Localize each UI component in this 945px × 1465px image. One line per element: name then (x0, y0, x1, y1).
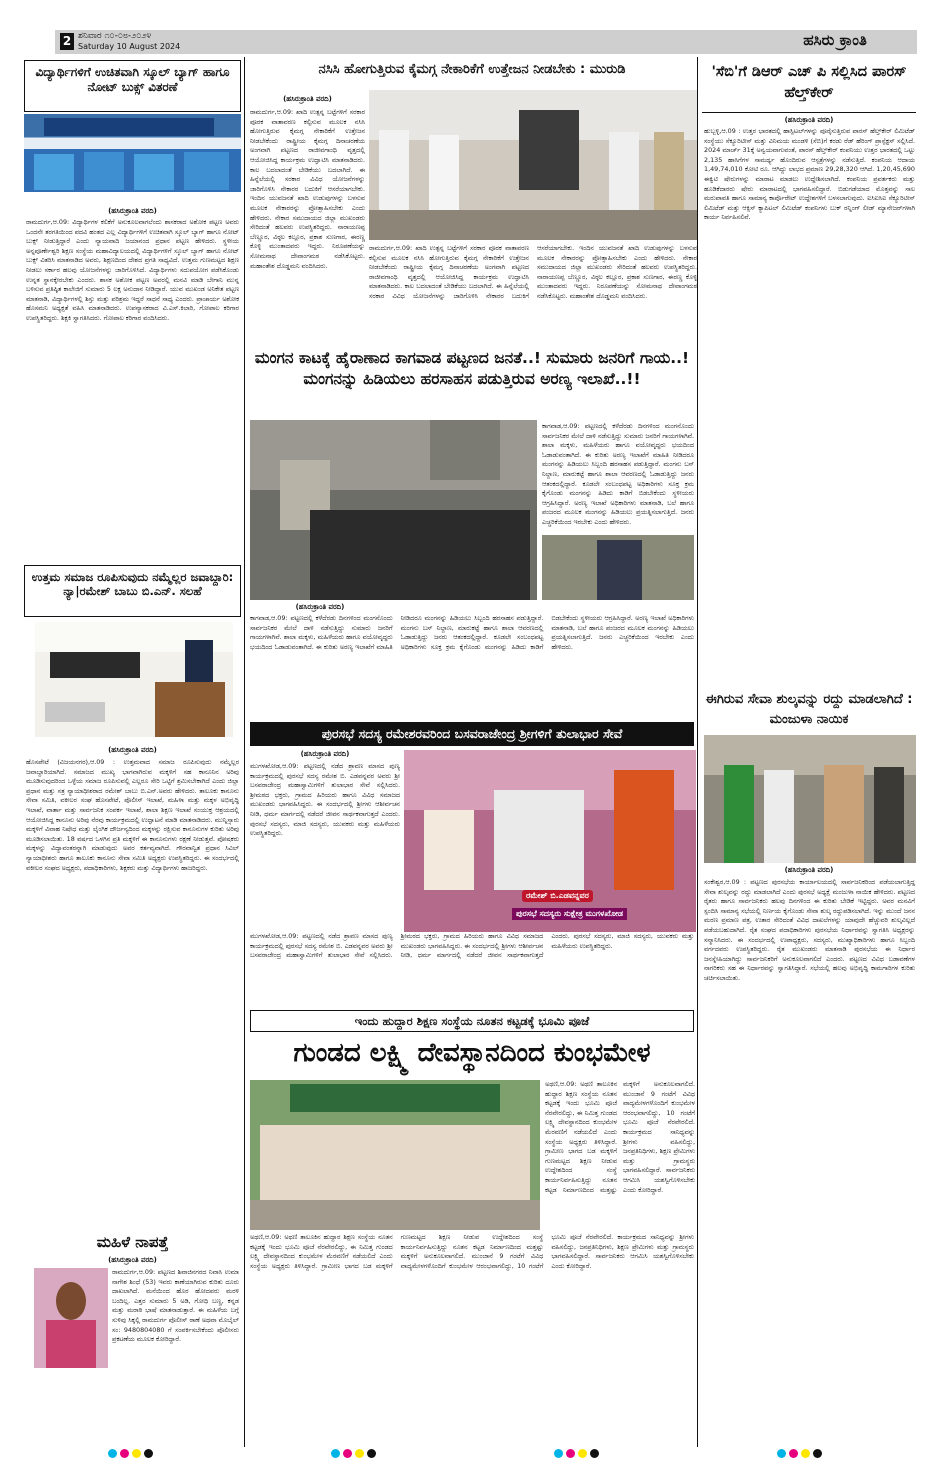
photo-monkey (250, 420, 537, 600)
registration-dot (331, 1449, 340, 1458)
masthead-logo: ಹಸಿರು ಕ್ರಾಂತಿ (803, 31, 867, 49)
article-body-sebi: ಹುಬ್ಬಳ್ಳಿ,ಆ.09 : ಉತ್ತರ ಭಾರತದಲ್ಲಿ ಹಾಸ್ಪಿಟಲ್‌ಗಳನ್ನು ಪೂರೈಸುತ್ತಿರುವ ಪಾರಸ್ ಹೆಲ್ತ್‌ಕೇರ್ ಲಿಮಿಟೆಡ್ ಸಂಸ್ಥೆಯು ಸೆಕ್ಯೂರಿಟೀಸ್ ಮತ್ತು ವಿನಿಮಯ ಮಂಡಳಿ (ಸೆಬಿ)ಗೆ ಕರಡು ರೆಡ್ ಹೆರಿಂಗ್ ಪ್ರಾಸ್ಪೆಕ್ಟಸ್ ಸಲ್ಲಿಸಿದೆ. 2024 ಮಾರ್ಚ್ 31ಕ್ಕೆ ಅನ್ವಯವಾಗುವಂತೆ, ಪಾರಸ್ ಹೆಲ್ತ್‌ಕೇರ್ ಕಂಪನಿಯು ಉತ್ತರ ಭಾರತದಲ್ಲಿ ಒಟ್ಟು 2,135 ಹಾಸಿಗೆಗಳ ಸಾಮರ್ಥ್ಯ ಹೊಂದಿರುವ ಆಸ್ಪತ್ರೆಗಳನ್ನು ನಡೆಸುತ್ತಿದೆ. ಕಂಪನಿಯ ಆದಾಯ 1,49,74,010 ಕೋಟಿ ರೂ. ಆಗಿದ್ದು ಲಾಭದ ಪ್ರಮಾಣ 29,28,320 ಆಗಿದೆ. 1,20,45,690 ಈಕ್ವಿಟಿ ಷೇರುಗಳನ್ನು ಮಾರಾಟ ಮಾಡಲು ಉದ್ದೇಶಿಸಲಾಗಿದೆ. ಕಂಪನಿಯ ಪ್ರವರ್ತಕರು ಮತ್ತು ಹೂಡಿಕೆದಾರರು ಷೇರು ಮಾರಾಟದಲ್ಲಿ ಭಾಗವಹಿಸಲಿದ್ದಾರೆ. ಬಿಡುಗಡೆಯಾದ ಮೊತ್ತವನ್ನು ಸಾಲ ಮರುಪಾವತಿ ಹಾಗೂ ಸಾಮಾನ್ಯ ಕಾರ್ಪೊರೇಟ್ ಉದ್ದೇಶಗಳಿಗೆ ಬಳಸಲಾಗುವುದು. ಐಸಿಐಸಿಐ ಸೆಕ್ಯೂರಿಟೀಸ್ ಲಿಮಿಟೆಡ್ ಮತ್ತು ಆಕ್ಸಿಸ್ ಕ್ಯಾಪಿಟಲ್ ಲಿಮಿಟೆಡ್ ಕಂಪನಿಗಳು ಬುಕ್ ರನ್ನಿಂಗ್ ಲೀಡ್ ಮ್ಯಾನೇಜರ್‌ಗಳಾಗಿ ಕಾರ್ಯ ನಿರ್ವಹಿಸಲಿವೆ. (704, 127, 915, 222)
byline: (ಹಸಿರುಕ್ರಾಂತಿ ವರದಿ) (108, 1256, 157, 1264)
kicker-school: ಇಂದು ಹುದ್ದಾರ ಶಿಕ್ಷಣ ಸಂಸ್ಥೆಯ ನೂತನ ಕಟ್ಟಡಕ್ಕೆ ಭೂಮಿ ಪೂಜೆ (250, 1010, 694, 1032)
byline: (ಹಸಿರುಕ್ರಾಂತಿ ವರದಿ) (108, 746, 157, 754)
column-divider (697, 57, 698, 1447)
article-body-monkey-1: ಕಾಗವಾಡ,ಆ.09: ಪಟ್ಟಣದಲ್ಲಿ ಕಳೆದೆರಡು ದಿನಗಳಿಂದ ಮಂಗನೊಂದು ಸಾರ್ವಜನಿಕರ ಮೇಲೆ ದಾಳಿ ನಡೆಸುತ್ತಿದ್ದು ಸುಮಾರು ಜನರಿಗೆ ಗಾಯಗಳಾಗಿವೆ. ಶಾಲಾ ಮಕ್ಕಳು, ಮಹಿಳೆಯರು ಹಾಗೂ ವಯೋವೃದ್ಧರು ಭಯದಿಂದ ಓಡಾಡುವಂತಾಗಿದೆ. ಈ ಕುರಿತು ಅರಣ್ಯ ಇಲಾಖೆಗೆ ಮಾಹಿತಿ ನೀಡಿದರೂ ಮಂಗನನ್ನು ಹಿಡಿಯಲು ಸಿಬ್ಬಂದಿ ಹರಸಾಹಸ ಪಡುತ್ತಿದ್ದಾರೆ. ಮಂಗನು ಬಸ್ ನಿಲ್ದಾಣ, ಮಾರುಕಟ್ಟೆ ಹಾಗೂ ಶಾಲಾ ಆವರಣದಲ್ಲಿ ಓಡಾಡುತ್ತಿದ್ದು ಜನರು ಆತಂಕದಲ್ಲಿದ್ದಾರೆ. ಕೂಡಲೇ ಸಂಬಂಧಪಟ್ಟ ಅಧಿಕಾರಿಗಳು ಸೂಕ್ತ ಕ್ರಮ ಕೈಗೊಂಡು ಮಂಗನನ್ನು ಹಿಡಿದು ಕಾಡಿಗೆ ಬಿಡಬೇಕೆಂದು ಸ್ಥಳೀಯರು ಆಗ್ರಹಿಸಿದ್ದಾರೆ. ಅರಣ್ಯ ಇಲಾಖೆ ಅಧಿಕಾರಿಗಳು ಮಾತನಾಡಿ, ಬಲೆ ಹಾಗೂ ಪಂಜರದ ಮೂಲಕ ಮಂಗನನ್ನು ಹಿಡಿಯಲು ಪ್ರಯತ್ನಿಸಲಾಗುತ್ತಿದೆ. ಜನರು ಎಚ್ಚರಿಕೆಯಿಂದ ಇರಬೇಕು ಎಂದು ಹೇಳಿದರು. (542, 422, 694, 526)
headline-monkey: ಮಂಗನ ಕಾಟಕ್ಕೆ ಹೈರಾಣಾದ ಕಾಗವಾಡ ಪಟ್ಟಣದ ಜನತೆ..! ಸುಮಾರು ಜನರಿಗೆ ಗಾಯ..! ಮಂಗನನ್ನು ಹಿಡಿಯಲು ಹರಸಾಹಸ ಪಡುತ್ತಿರುವ ಅರಣ್ಯ ಇಲಾಖೆ..!! (254, 349, 690, 388)
byline: (ಹಸಿರುಕ್ರಾಂತಿ ವರದಿ) (784, 866, 834, 874)
article-body-service-fee: ಸಂಕೇಶ್ವರ,ಆ.09 : ಪಟ್ಟಣದ ಪುರಸಭೆಯ ಕಾರ್ಯಾಲಯದಲ್ಲಿ ಸಾರ್ವಜನಿಕರಿಂದ ಪಡೆಯಲಾಗುತ್ತಿದ್ದ ಸೇವಾ ಶುಲ್ಕವನ್ನು ರದ್ದು ಮಾಡಲಾಗಿದೆ ಎಂದು ಪುರಸಭೆ ಅಧ್ಯಕ್ಷೆ ಮಂಜುಳಾ ನಾಯಿಕ ಹೇಳಿದರು. ಪಟ್ಟಣದ ರೈತರು ಹಾಗೂ ಸಾರ್ವಜನಿಕರು ಹಲವು ದಿನಗಳಿಂದ ಈ ಕುರಿತು ಬೇಡಿಕೆ ಇಟ್ಟಿದ್ದರು. ಅವರ ಮನವಿಗೆ ಸ್ಪಂದಿಸಿ ಸಾಮಾನ್ಯ ಸಭೆಯಲ್ಲಿ ನಿರ್ಣಯ ಕೈಗೊಂಡು ಸೇವಾ ಶುಲ್ಕ ರದ್ದುಪಡಿಸಲಾಗಿದೆ. ಇನ್ನು ಮುಂದೆ ಜನನ ಮರಣ ಪ್ರಮಾಣ ಪತ್ರ, ಉತಾರ ಸೇರಿದಂತೆ ವಿವಿಧ ದಾಖಲೆಗಳನ್ನು ಯಾವುದೇ ಹೆಚ್ಚುವರಿ ಶುಲ್ಕವಿಲ್ಲದೆ ಪಡೆಯಬಹುದಾಗಿದೆ. ರೈತ ಸಂಘದ ಪದಾಧಿಕಾರಿಗಳು ಪುರಸಭೆಯ ನಿರ್ಧಾರವನ್ನು ಸ್ವಾಗತಿಸಿ ಅಧ್ಯಕ್ಷರನ್ನು ಸನ್ಮಾನಿಸಿದರು. ಈ ಸಂದರ್ಭದಲ್ಲಿ ಉಪಾಧ್ಯಕ್ಷರು, ಸದಸ್ಯರು, ಮುಖ್ಯಾಧಿಕಾರಿಗಳು ಹಾಗೂ ಸಿಬ್ಬಂದಿ ವರ್ಗದವರು ಉಪಸ್ಥಿತರಿದ್ದರು. ರೈತ ಮುಖಂಡರು ಮಾತನಾಡಿ ಪುರಸಭೆಯ ಈ ನಿರ್ಧಾರ ಜನಸ್ನೇಹಿಯಾಗಿದ್ದು ಸಾರ್ವಜನಿಕರಿಗೆ ಅನುಕೂಲವಾಗಲಿದೆ ಎಂದರು. ಪಟ್ಟಣದ ವಿವಿಧ ಬಡಾವಣೆಗಳ ನಾಗರಿಕರು ಸಹ ಈ ನಿರ್ಧಾರವನ್ನು ಸ್ವಾಗತಿಸಿದ್ದಾರೆ. ಸಭೆಯಲ್ಲಿ ಹಲವು ಅಭಿವೃದ್ಧಿ ಕಾಮಗಾರಿಗಳ ಕುರಿತು ಚರ್ಚಿಸಲಾಯಿತು. (704, 878, 915, 982)
registration-dot (554, 1449, 563, 1458)
registration-dot (120, 1449, 129, 1458)
byline: (ಹಸಿರುಕ್ರಾಂತಿ ವರದಿ) (300, 750, 350, 758)
divider (702, 112, 916, 113)
headline-judge: ಉತ್ತಮ ಸಮಾಜ ರೂಪಿಸುವುದು ನಮ್ಮೆಲ್ಲರ ಜವಾಬ್ದಾರಿ: ನ್ಯಾ|ರಮೇಶ್ ಬಾಬು ಬಿ.ಎನ್. ಸಲಹೆ (24, 565, 241, 617)
article-body-monkey-2: ಕಾಗವಾಡ,ಆ.09: ಪಟ್ಟಣದಲ್ಲಿ ಕಳೆದೆರಡು ದಿನಗಳಿಂದ ಮಂಗನೊಂದು ಸಾರ್ವಜನಿಕರ ಮೇಲೆ ದಾಳಿ ನಡೆಸುತ್ತಿದ್ದು ಸುಮಾರು ಜನರಿಗೆ ಗಾಯಗಳಾಗಿವೆ. ಶಾಲಾ ಮಕ್ಕಳು, ಮಹಿಳೆಯರು ಹಾಗೂ ವಯೋವೃದ್ಧರು ಭಯದಿಂದ ಓಡಾಡುವಂತಾಗಿದೆ. ಈ ಕುರಿತು ಅರಣ್ಯ ಇಲಾಖೆಗೆ ಮಾಹಿತಿ ನೀಡಿದರೂ ಮಂಗನನ್ನು ಹಿಡಿಯಲು ಸಿಬ್ಬಂದಿ ಹರಸಾಹಸ ಪಡುತ್ತಿದ್ದಾರೆ. ಮಂಗನು ಬಸ್ ನಿಲ್ದಾಣ, ಮಾರುಕಟ್ಟೆ ಹಾಗೂ ಶಾಲಾ ಆವರಣದಲ್ಲಿ ಓಡಾಡುತ್ತಿದ್ದು ಜನರು ಆತಂಕದಲ್ಲಿದ್ದಾರೆ. ಕೂಡಲೇ ಸಂಬಂಧಪಟ್ಟ ಅಧಿಕಾರಿಗಳು ಸೂಕ್ತ ಕ್ರಮ ಕೈಗೊಂಡು ಮಂಗನನ್ನು ಹಿಡಿದು ಕಾಡಿಗೆ ಬಿಡಬೇಕೆಂದು ಸ್ಥಳೀಯರು ಆಗ್ರಹಿಸಿದ್ದಾರೆ. ಅರಣ್ಯ ಇಲಾಖೆ ಅಧಿಕಾರಿಗಳು ಮಾತನಾಡಿ, ಬಲೆ ಹಾಗೂ ಪಂಜರದ ಮೂಲಕ ಮಂಗನನ್ನು ಹಿಡಿಯಲು ಪ್ರಯತ್ನಿಸಲಾಗುತ್ತಿದೆ. ಜನರು ಎಚ್ಚರಿಕೆಯಿಂದ ಇರಬೇಕು ಎಂದು ಹೇಳಿದರು. (250, 614, 694, 651)
headline-service-fee: ಈಗಿರುವ ಸೇವಾ ಶುಲ್ಕವನ್ನು ರದ್ದು ಮಾಡಲಾಗಿದೆ : ಮಂಜುಳಾ ನಾಯಿಕ (705, 692, 913, 727)
registration-dot (578, 1449, 587, 1458)
photo-caption-role: ಪುರಸಭೆ ಸದಸ್ಯರು ಸುಕ್ಷೇತ್ರ ಮುಗಳಖೋಡ (512, 908, 627, 920)
registration-dot (566, 1449, 575, 1458)
registration-dot (813, 1449, 822, 1458)
photo-forest-officer (542, 535, 694, 600)
registration-dot (590, 1449, 599, 1458)
registration-dot (144, 1449, 153, 1458)
date-kannada: ಶನಿವಾರ ೧೦-೦೮-೨೦೨೪ (78, 31, 152, 41)
photo-caption-name: ರಮೇಶ್ ಬಿ.ಎಡವನ್ನವರ (522, 890, 593, 902)
registration-dot (355, 1449, 364, 1458)
headline-tulabhara: ಪುರಸಭೆ ಸದಸ್ಯ ರಮೇಶರವರಿಂದ ಬಸವರಾಜೇಂದ್ರ ಶ್ರೀಗಳಿಗೆ ತುಲಾಭಾರ ಸೇವೆ (250, 722, 694, 746)
byline: (ಹಸಿರುಕ್ರಾಂತಿ ವರದಿ) (108, 207, 157, 215)
registration-dot (343, 1449, 352, 1458)
article-body-handloom-2: ರಾಮದುರ್ಗ,ಆ.09: ಖಾದಿ ಉತ್ಪನ್ನ ಬಟ್ಟೆಗಳಿಗೆ ಸರಕಾರ ಪೂರಕ ವಾತಾವರಣ ಕಲ್ಪಿಸುವ ಮೂಲಕ ನಸಿಸಿ ಹೋಗುತ್ತಿರುವ ಕೈಮಗ್ಗ ನೇಕಾರಿಕೆಗೆ ಉತ್ತೇಜನ ನೀಡಬೇಕೆಂದು ರಾಷ್ಟ್ರೀಯ ಕೈಮಗ್ಗ ದಿನಾಚರಣೆಯ ಅಂಗವಾಗಿ ಪಟ್ಟಣದ ರಾಜೀವಗಾಂಧಿ ವೃತ್ತದಲ್ಲಿ ಆಯೋಜಿಸಿದ್ದ ಕಾರ್ಯಕ್ರಮ ಉದ್ಘಾಟಿಸಿ ಮಾತನಾಡಿದರು. ಕಾಲ ಬದಲಾದಂತೆ ಬೇಡಿಕೆಯು ಬದಲಾಗಿದೆ. ಈ ಹಿನ್ನೆಲೆಯಲ್ಲಿ ಸರಕಾರ ವಿವಿಧ ಯೋಜನೆಗಳನ್ನು ಜಾರಿಗೊಳಿಸಿ ನೇಕಾರರ ಬದುಕಿಗೆ ಆಸರೆಯಾಗಬೇಕು. ಇಂದಿನ ಯುವಜನತೆ ಖಾದಿ ಉಡುಪುಗಳನ್ನು ಬಳಸುವ ಮೂಲಕ ನೇಕಾರರನ್ನು ಪ್ರೋತ್ಸಾಹಿಸಬೇಕು ಎಂದು ಹೇಳಿದರು. ನೇಕಾರ ಸಮುದಾಯದ ಜಿಲ್ಲಾ ಮುಖಂಡರು ಸೇರಿದಂತೆ ಹಲವರು ಉಪಸ್ಥಿತರಿದ್ದರು. ನಾರಾಯಣಪ್ಪ ಬೆಣ್ಣೂರ, ವಿಠ್ಠಲ ಕಲ್ಲೂರ, ಪ್ರಕಾಶ ಸುಣಗಾರ, ಈರಣ್ಣ ಕೊಳ್ಳಿ ಮುಂತಾದವರು ಇದ್ದರು. ನಿರೂಪಣೆಯನ್ನು ಸೋಮನಾಥ ದೇವಾಂಗಮಠ ನಡೆಸಿಕೊಟ್ಟರು. ಮಹಾಂತೇಶ ದೊಡ್ಡಮನಿ ವಂದಿಸಿದರು. (369, 244, 697, 300)
byline: (ಹಸಿರುಕ್ರಾಂತಿ ವರದಿ) (784, 116, 834, 124)
article-body-missing: ರಾಮದುರ್ಗ,ಆ.09: ಪಟ್ಟಣದ ಶಿವಾಜಿನಗರದ ನಿವಾಸಿ ಉಮಾ ನಾಗೇಶ ಶಿಂಧೆ (53) ಇವರು ಕಾಣೆಯಾಗಿರುವ ಕುರಿತು ದೂರು ದಾಖಲಾಗಿದೆ. ಮನೆಯಿಂದ ಹೊರ ಹೋದವರು ಮರಳಿ ಬಂದಿಲ್ಲ. ಎತ್ತರ ಸುಮಾರು 5 ಅಡಿ, ಗೋಧಿ ಬಣ್ಣ, ಕನ್ನಡ ಮತ್ತು ಮರಾಠಿ ಭಾಷೆ ಮಾತನಾಡುತ್ತಾರೆ. ಈ ಮಹಿಳೆಯ ಬಗ್ಗೆ ಸುಳಿವು ಸಿಕ್ಕಲ್ಲಿ ರಾಮದುರ್ಗ ಪೊಲೀಸ್ ಠಾಣೆ ಅಥವಾ ಮೊಬೈಲ್ ಸಂ: 9480804080 ಗೆ ಸಂಪರ್ಕಿಸಬೇಕೆಂದು ಪೊಲೀಸರು ಪ್ರಕಟಣೆಯ ಮೂಲಕ ಕೋರಿದ್ದಾರೆ. (112, 1268, 239, 1344)
article-body-tulabhara-1: ಮುಗಳಖೋಡ,ಆ.09: ಪಟ್ಟಣದಲ್ಲಿ ನಡೆದ ಶ್ರಾವಣ ಮಾಸದ ಪುಣ್ಯ ಕಾರ್ಯಕ್ರಮದಲ್ಲಿ ಪುರಸಭೆ ಸದಸ್ಯ ರಮೇಶ ಬಿ. ಎಡವನ್ನವರ ಅವರು ಶ್ರೀ ಬಸವರಾಜೇಂದ್ರ ಮಹಾಸ್ವಾಮಿಗಳಿಗೆ ತುಲಾಭಾರ ಸೇವೆ ಸಲ್ಲಿಸಿದರು. ಶ್ರೀಮಠದ ಭಕ್ತರು, ಗ್ರಾಮದ ಹಿರಿಯರು ಹಾಗೂ ವಿವಿಧ ಸಮಾಜದ ಮುಖಂಡರು ಭಾಗವಹಿಸಿದ್ದರು. ಈ ಸಂದರ್ಭದಲ್ಲಿ ಶ್ರೀಗಳು ಆಶೀರ್ವಚನ ನೀಡಿ, ಧರ್ಮ ಮಾರ್ಗದಲ್ಲಿ ನಡೆದರೆ ಜೀವನ ಸಾರ್ಥಕವಾಗುತ್ತದೆ ಎಂದರು. ಪುರಸಭೆ ಸದಸ್ಯರು, ಮಾಜಿ ಸದಸ್ಯರು, ಯುವಕರು ಮತ್ತು ಮಹಿಳೆಯರು ಉಪಸ್ಥಿತರಿದ್ದರು. (250, 762, 400, 838)
headline-sebi: 'ಸೆಬಿ'ಗೆ ಡಿಆರ್ ಎಚ್ ಪಿ ಸಲ್ಲಿಸಿದ ಪಾರಸ್ ಹೆಲ್ತ್‌ಕೇರ್ (711, 64, 907, 102)
registration-dot (132, 1449, 141, 1458)
registration-dot (789, 1449, 798, 1458)
photo-service-fee (704, 735, 916, 863)
article-body-school-1: ಅಥಣಿ,ಆ.09: ಅಥಣಿ ತಾಲೂಕಿನ ಹುದ್ದಾರ ಶಿಕ್ಷಣ ಸಂಸ್ಥೆಯ ನೂತನ ಕಟ್ಟಡಕ್ಕೆ ಇಂದು ಭೂಮಿ ಪೂಜೆ ನೆರವೇರಲಿದ್ದು, ಈ ನಿಮಿತ್ತ ಗುಂಡದ ಲಕ್ಷ್ಮಿ ದೇವಸ್ಥಾನದಿಂದ ಕುಂಭಮೇಳ ಮೆರವಣಿಗೆ ನಡೆಯಲಿದೆ ಎಂದು ಸಂಸ್ಥೆಯ ಅಧ್ಯಕ್ಷರು ತಿಳಿಸಿದ್ದಾರೆ. ಗ್ರಾಮೀಣ ಭಾಗದ ಬಡ ಮಕ್ಕಳಿಗೆ ಗುಣಮಟ್ಟದ ಶಿಕ್ಷಣ ನೀಡುವ ಉದ್ದೇಶದಿಂದ ಸಂಸ್ಥೆ ಕಾರ್ಯನಿರ್ವಹಿಸುತ್ತಿದ್ದು ನೂತನ ಕಟ್ಟಡ ನಿರ್ಮಾಣದಿಂದ ಮತ್ತಷ್ಟು ಮಕ್ಕಳಿಗೆ ಅನುಕೂಲವಾಗಲಿದೆ. ಮುಂಜಾನೆ 9 ಗಂಟೆಗೆ ವಿವಿಧ ವಾದ್ಯಮೇಳಗಳೊಂದಿಗೆ ಕುಂಭಮೇಳ ಆರಂಭವಾಗಲಿದ್ದು, 10 ಗಂಟೆಗೆ ಭೂಮಿ ಪೂಜೆ ನೆರವೇರಲಿದೆ. ಕಾರ್ಯಕ್ರಮದ ಸಾನಿಧ್ಯವನ್ನು ಶ್ರೀಗಳು ವಹಿಸಲಿದ್ದು, ಜನಪ್ರತಿನಿಧಿಗಳು, ಶಿಕ್ಷಣ ಪ್ರೇಮಿಗಳು ಮತ್ತು ಗ್ರಾಮಸ್ಥರು ಭಾಗವಹಿಸಲಿದ್ದಾರೆ. ಸಾರ್ವಜನಿಕರು ಆಗಮಿಸಿ ಯಶಸ್ವಿಗೊಳಿಸಬೇಕು ಎಂದು ಕೋರಿದ್ದಾರೆ. (545, 1080, 695, 1194)
article-body-school-2: ಅಥಣಿ,ಆ.09: ಅಥಣಿ ತಾಲೂಕಿನ ಹುದ್ದಾರ ಶಿಕ್ಷಣ ಸಂಸ್ಥೆಯ ನೂತನ ಕಟ್ಟಡಕ್ಕೆ ಇಂದು ಭೂಮಿ ಪೂಜೆ ನೆರವೇರಲಿದ್ದು, ಈ ನಿಮಿತ್ತ ಗುಂಡದ ಲಕ್ಷ್ಮಿ ದೇವಸ್ಥಾನದಿಂದ ಕುಂಭಮೇಳ ಮೆರವಣಿಗೆ ನಡೆಯಲಿದೆ ಎಂದು ಸಂಸ್ಥೆಯ ಅಧ್ಯಕ್ಷರು ತಿಳಿಸಿದ್ದಾರೆ. ಗ್ರಾಮೀಣ ಭಾಗದ ಬಡ ಮಕ್ಕಳಿಗೆ ಗುಣಮಟ್ಟದ ಶಿಕ್ಷಣ ನೀಡುವ ಉದ್ದೇಶದಿಂದ ಸಂಸ್ಥೆ ಕಾರ್ಯನಿರ್ವಹಿಸುತ್ತಿದ್ದು ನೂತನ ಕಟ್ಟಡ ನಿರ್ಮಾಣದಿಂದ ಮತ್ತಷ್ಟು ಮಕ್ಕಳಿಗೆ ಅನುಕೂಲವಾಗಲಿದೆ. ಮುಂಜಾನೆ 9 ಗಂಟೆಗೆ ವಿವಿಧ ವಾದ್ಯಮೇಳಗಳೊಂದಿಗೆ ಕುಂಭಮೇಳ ಆರಂಭವಾಗಲಿದ್ದು, 10 ಗಂಟೆಗೆ ಭೂಮಿ ಪೂಜೆ ನೆರವೇರಲಿದೆ. ಕಾರ್ಯಕ್ರಮದ ಸಾನಿಧ್ಯವನ್ನು ಶ್ರೀಗಳು ವಹಿಸಲಿದ್ದು, ಜನಪ್ರತಿನಿಧಿಗಳು, ಶಿಕ್ಷಣ ಪ್ರೇಮಿಗಳು ಮತ್ತು ಗ್ರಾಮಸ್ಥರು ಭಾಗವಹಿಸಲಿದ್ದಾರೆ. ಸಾರ್ವಜನಿಕರು ಆಗಮಿಸಿ ಯಶಸ್ವಿಗೊಳಿಸಬೇಕು ಎಂದು ಕೋರಿದ್ದಾರೆ. (250, 1233, 694, 1270)
photo-judge-speech (35, 622, 233, 737)
photo-missing-woman (34, 1268, 108, 1368)
headline-missing-woman: ಮಹಿಳೆ ನಾಪತ್ತೆ (96, 1233, 169, 1251)
headline-school: ಗುಂಡದ ಲಕ್ಷ್ಮಿ ದೇವಸ್ಥಾನದಿಂದ ಕುಂಭಮೇಳ (293, 1038, 651, 1068)
photo-handloom-event (369, 90, 697, 240)
article-body-tulabhara-2: ಮುಗಳಖೋಡ,ಆ.09: ಪಟ್ಟಣದಲ್ಲಿ ನಡೆದ ಶ್ರಾವಣ ಮಾಸದ ಪುಣ್ಯ ಕಾರ್ಯಕ್ರಮದಲ್ಲಿ ಪುರಸಭೆ ಸದಸ್ಯ ರಮೇಶ ಬಿ. ಎಡವನ್ನವರ ಅವರು ಶ್ರೀ ಬಸವರಾಜೇಂದ್ರ ಮಹಾಸ್ವಾಮಿಗಳಿಗೆ ತುಲಾಭಾರ ಸೇವೆ ಸಲ್ಲಿಸಿದರು. ಶ್ರೀಮಠದ ಭಕ್ತರು, ಗ್ರಾಮದ ಹಿರಿಯರು ಹಾಗೂ ವಿವಿಧ ಸಮಾಜದ ಮುಖಂಡರು ಭಾಗವಹಿಸಿದ್ದರು. ಈ ಸಂದರ್ಭದಲ್ಲಿ ಶ್ರೀಗಳು ಆಶೀರ್ವಚನ ನೀಡಿ, ಧರ್ಮ ಮಾರ್ಗದಲ್ಲಿ ನಡೆದರೆ ಜೀವನ ಸಾರ್ಥಕವಾಗುತ್ತದೆ ಎಂದರು. ಪುರಸಭೆ ಸದಸ್ಯರು, ಮಾಜಿ ಸದಸ್ಯರು, ಯುವಕರು ಮತ್ತು ಮಹಿಳೆಯರು ಉಪಸ್ಥಿತರಿದ್ದರು. (250, 932, 694, 960)
date-english: Saturday 10 August 2024 (78, 42, 181, 51)
article-body-notebooks: ರಾಮದುರ್ಗ,ಆ.09: ವಿದ್ಯಾರ್ಥಿಗಳ ಕಲಿಕೆಗೆ ಅನುಕೂಲವಾಗಲೆಂದು ಶಾಸಕರಾದ ಅಶೋಕ ಪಟ್ಟಣ ಅವರು ಒಂದನೇ ತರಗತಿಯಿಂದ ಪದವಿ ಹಂತದ ಎಲ್ಲ ವಿದ್ಯಾರ್ಥಿಗಳಿಗೆ ಉಚಿತವಾಗಿ ಸ್ಕೂಲ್ ಬ್ಯಾಗ್ ಹಾಗೂ ನೋಟ್ ಬುಕ್ಸ್ ನೀಡುತ್ತಿದ್ದಾರೆ ಎಂದು ನ್ಯಾಯವಾದಿ ಜಯಾನಂದ ಪ್ರಧಾನ ಪಟ್ಟಣ ಹೇಳಿದರು. ಸ್ಥಳೀಯ ಅನ್ನಪೂರ್ಣೇಶ್ವರಿ ಶಿಕ್ಷಣ ಸಂಸ್ಥೆಯ ಮಹಾವಿದ್ಯಾಲಯದಲ್ಲಿ ವಿದ್ಯಾರ್ಥಿಗಳಿಗೆ ಸ್ಕೂಲ್ ಬ್ಯಾಗ್ ಹಾಗೂ ನೋಟ್ ಬುಕ್ಸ್ ವಿತರಿಸಿ ಮಾತನಾಡಿದ ಅವರು, ಶಿಕ್ಷಣದಿಂದ ದೇಶದ ಪ್ರಗತಿ ಸಾಧ್ಯವಿದೆ. ಉತ್ತಮ ಗುಣಮಟ್ಟದ ಶಿಕ್ಷಣ ನೀಡಲು ಸರ್ಕಾರ ಹಲವು ಯೋಜನೆಗಳನ್ನು ಜಾರಿಗೊಳಿಸಿದೆ. ವಿದ್ಯಾರ್ಥಿಗಳು ಸದುಪಯೋಗ ಪಡೆಸಿಕೊಂಡು ಉನ್ನತ ಸ್ಥಾನಕ್ಕೇರಬೇಕು ಎಂದರು. ಶಾಸಕ ಅಶೋಕ ಪಟ್ಟಣ ಅವರಲ್ಲಿ ಮನವಿ ಮಾಡಿ ಬೇಗಾನಿ ಮುನ್ನ ಬಳಿಸುವ ಪ್ರತಿಷ್ಠಿತ ಕಾಲೇಜಿಗೆ ಸುಮಾರು 5 ಲಕ್ಷ ಅನುದಾನ ನೀಡಿದ್ದಾರೆ. ಯುವ ಮುಖಂಡ ಅನಿಕೇತ ಪಟ್ಟಣ ಮಾತನಾಡಿ, ವಿದ್ಯಾರ್ಥಿಗಳಲ್ಲಿ ಶಿಸ್ತು ಮತ್ತು ಪರಿಶ್ರಮ ಇದ್ದರೆ ಸಾಧನೆ ಸಾಧ್ಯ ಎಂದರು. ಪ್ರಾಚಾರ್ಯ ಅಶೋಕ ಹೊಸಮನಿ ಅಧ್ಯಕ್ಷತೆ ವಹಿಸಿ ಮಾತನಾಡಿದರು. ಉಪನ್ಯಾಸಕರಾದ ವಿ.ಎಸ್.ಕಿಲಾರಿ, ಗೋಪಾಲ ಕರಿಗಾರ ಉಪಸ್ಥಿತರಿದ್ದರು. ಶಿಕ್ಷಕಿ ಸ್ವಾಗತಿಸಿದರು. ಗೋಪಾಲ ಕರಿಗಾರ ವಂದಿಸಿದರು. (26, 218, 239, 322)
registration-dot (777, 1449, 786, 1458)
page-number: 2 (60, 33, 74, 50)
photo-notebook-distribution (24, 114, 241, 192)
registration-dot (108, 1449, 117, 1458)
headline-handloom: ನಸಿಸಿ ಹೋಗುತ್ತಿರುವ ಕೈಮಗ್ಗ ನೇಕಾರಿಕೆಗೆ ಉತ್ತೇಜನ ನೀಡಬೇಕು : ಮುರುಡಿ (318, 62, 626, 77)
headline-notebooks: ವಿದ್ಯಾರ್ಥಿಗಳಿಗೆ ಉಚಿತವಾಗಿ ಸ್ಕೂಲ್ ಬ್ಯಾಗ್ ಹಾಗೂ ನೋಟ್ ಬುಕ್ಸ್ ವಿತರಣೆ (24, 60, 241, 112)
registration-dot (367, 1449, 376, 1458)
column-divider (244, 57, 245, 1447)
byline: (ಹಸಿರುಕ್ರಾಂತಿ ವರದಿ) (283, 95, 332, 103)
article-body-handloom-1: ರಾಮದುರ್ಗ,ಆ.09: ಖಾದಿ ಉತ್ಪನ್ನ ಬಟ್ಟೆಗಳಿಗೆ ಸರಕಾರ ಪೂರಕ ವಾತಾವರಣ ಕಲ್ಪಿಸುವ ಮೂಲಕ ನಸಿಸಿ ಹೋಗುತ್ತಿರುವ ಕೈಮಗ್ಗ ನೇಕಾರಿಕೆಗೆ ಉತ್ತೇಜನ ನೀಡಬೇಕೆಂದು ರಾಷ್ಟ್ರೀಯ ಕೈಮಗ್ಗ ದಿನಾಚರಣೆಯ ಅಂಗವಾಗಿ ಪಟ್ಟಣದ ರಾಜೀವಗಾಂಧಿ ವೃತ್ತದಲ್ಲಿ ಆಯೋಜಿಸಿದ್ದ ಕಾರ್ಯಕ್ರಮ ಉದ್ಘಾಟಿಸಿ ಮಾತನಾಡಿದರು. ಕಾಲ ಬದಲಾದಂತೆ ಬೇಡಿಕೆಯು ಬದಲಾಗಿದೆ. ಈ ಹಿನ್ನೆಲೆಯಲ್ಲಿ ಸರಕಾರ ವಿವಿಧ ಯೋಜನೆಗಳನ್ನು ಜಾರಿಗೊಳಿಸಿ ನೇಕಾರರ ಬದುಕಿಗೆ ಆಸರೆಯಾಗಬೇಕು. ಇಂದಿನ ಯುವಜನತೆ ಖಾದಿ ಉಡುಪುಗಳನ್ನು ಬಳಸುವ ಮೂಲಕ ನೇಕಾರರನ್ನು ಪ್ರೋತ್ಸಾಹಿಸಬೇಕು ಎಂದು ಹೇಳಿದರು. ನೇಕಾರ ಸಮುದಾಯದ ಜಿಲ್ಲಾ ಮುಖಂಡರು ಸೇರಿದಂತೆ ಹಲವರು ಉಪಸ್ಥಿತರಿದ್ದರು. ನಾರಾಯಣಪ್ಪ ಬೆಣ್ಣೂರ, ವಿಠ್ಠಲ ಕಲ್ಲೂರ, ಪ್ರಕಾಶ ಸುಣಗಾರ, ಈರಣ್ಣ ಕೊಳ್ಳಿ ಮುಂತಾದವರು ಇದ್ದರು. ನಿರೂಪಣೆಯನ್ನು ಸೋಮನಾಥ ದೇವಾಂಗಮಠ ನಡೆಸಿಕೊಟ್ಟರು. ಮಹಾಂತೇಶ ದೊಡ್ಡಮನಿ ವಂದಿಸಿದರು. (250, 108, 365, 270)
byline: (ಹಸಿರುಕ್ರಾಂತಿ ವರದಿ) (295, 603, 345, 611)
photo-tulabhara (404, 750, 696, 932)
photo-school-event (250, 1080, 540, 1230)
registration-dot (801, 1449, 810, 1458)
article-body-judge: ಹೊಸಪೇಟೆ (ವಿಜಯನಗರ),ಆ.09 : ಉತ್ತಮವಾದ ಸಮಾಜ ರೂಪಿಸುವುದು ನಮ್ಮೆಲ್ಲರ ಜವಾಬ್ದಾರಿಯಾಗಿದೆ. ಸಮಾಜದ ಮುಖ್ಯ ಭಾಗವಾಗಿರುವ ಮಕ್ಕಳಿಗೆ ಸಹ ಕಾನೂನಿನ ಅರಿವು ಮೂಡಿಸುವುದರಿಂದ ಒಳ್ಳೆಯ ಸಮಾಜ ರೂಪಿಸುವಲ್ಲಿ ಎಲ್ಲರೂ ಸೇರಿ ಒಟ್ಟಿಗೆ ಶ್ರಮಿಸಬೇಕಾಗಿದೆ ಎಂದು ಜಿಲ್ಲಾ ಪ್ರಧಾನ ಮತ್ತು ಸತ್ರ ನ್ಯಾಯಾಧೀಶರಾದ ರಮೇಶ್ ಬಾಬು ಬಿ.ಎನ್.ಅವರು ಹೇಳಿದರು. ತಾಲೂಕು ಕಾನೂನು ಸೇವಾ ಸಮಿತಿ, ವಕೀಲರ ಸಂಘ ಹೊಸಪೇಟೆ, ಪೊಲೀಸ್ ಇಲಾಖೆ, ಮಹಿಳಾ ಮತ್ತು ಮಕ್ಕಳ ಅಭಿವೃದ್ಧಿ ಇಲಾಖೆ, ವಾರ್ತಾ ಮತ್ತು ಸಾರ್ವಜನಿಕ ಸಂಪರ್ಕ ಇಲಾಖೆ, ಶಾಲಾ ಶಿಕ್ಷಣ ಇಲಾಖೆ ಸಂಯುಕ್ತ ಆಶ್ರಯದಲ್ಲಿ ಆಯೋಜಿಸಿದ್ದ ಕಾನೂನು ಅರಿವು ನೆರವು ಕಾರ್ಯಕ್ರಮದಲ್ಲಿ ಉದ್ಘಾಟನೆ ಮಾಡಿ ಮಾತನಾಡಿದರು. ಮುನ್ನಿಸ್ಸಾರು ಮಕ್ಕಳಿಗೆ ವಿವಾಹ ನಿಷೇಧ ಮತ್ತು ಲೈಂಗಿಕ ದೌರ್ಜನ್ಯದಿಂದ ಮಕ್ಕಳನ್ನು ರಕ್ಷಿಸುವ ಕಾನೂನುಗಳ ಕುರಿತು ಅರಿವು ಮೂಡಿಸಲಾಯಿತು. 18 ವರ್ಷದ ಒಳಗಿನ ಪ್ರತಿ ಮಕ್ಕಳಿಗೆ ಈ ಕಾನೂನುಗಳು ರಕ್ಷಣೆ ನೀಡುತ್ತವೆ. ಪೋಷಕರು ಮಕ್ಕಳನ್ನು ವಿದ್ಯಾವಂತರನ್ನಾಗಿ ಮಾಡುವುದು ಅವರ ಕರ್ತವ್ಯವಾಗಿದೆ. ಗೌರವಾನ್ವಿತ ಪ್ರಧಾನ ಸಿವಿಲ್ ನ್ಯಾಯಾಧೀಶರು ಹಾಗೂ ತಾಲೂಕು ಕಾನೂನು ಸೇವಾ ಸಮಿತಿ ಅಧ್ಯಕ್ಷರು ಉಪಸ್ಥಿತರಿದ್ದರು. ಈ ಸಂದರ್ಭದಲ್ಲಿ ವಕೀಲರ ಸಂಘದ ಅಧ್ಯಕ್ಷರು, ಪದಾಧಿಕಾರಿಗಳು, ಶಿಕ್ಷಕರು ಮತ್ತು ವಿದ್ಯಾರ್ಥಿಗಳು ಹಾಜರಿದ್ದರು. (26, 758, 239, 872)
